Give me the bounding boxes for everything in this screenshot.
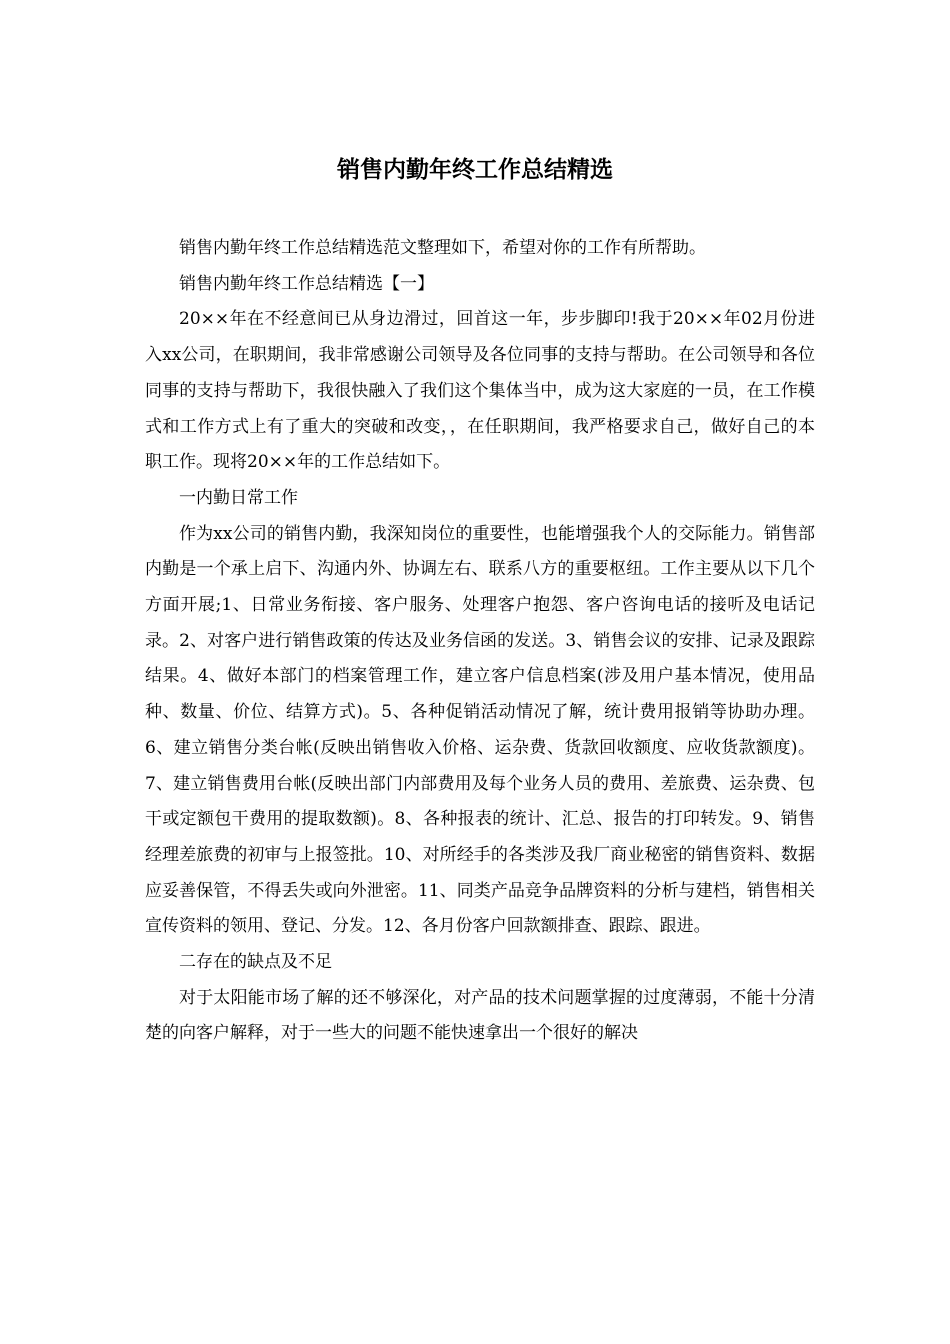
section-heading-one: 销售内勤年终工作总结精选【一】 [179,273,434,294]
subheading-shortcomings: 二存在的缺点及不足 [179,952,332,973]
body-paragraph: 作为xx公司的销售内勤，我深知岗位的重要性，也能增强我个人的交际能力。销售部内勤是一个承上启下、沟通内外、协调左右、联系八方的重要枢纽。工作主要从以下几个方面开展;1、日常业务衔接、客户服务、处理客户抱怨、客户咨询电话的接听及电话记录。2、对客户进行销售政策的传达及业务信函的发送。3、销售会议的安排、记录及跟踪结果。4、做好本部门的档案管理工作，建立客户信息档案(涉及用户基本情况，使用品种、数量、价位、结算方式)。5、各种促销活动情况了解，统计费用报销等协助办理。6、建立销售分类台帐(反映出销售收入价格、运杂费、货款回收额度、应收货款额度)。7、建立销售费用台帐(反映出部门内部费用及每个业务人员的费用、差旅费、运杂费、包干或定额包干费用的提取数额)。8、各种报表的统计、汇总、报告的打印转发。9、销售经理差旅费的初审与上报签批。10、对所经手的各类涉及我厂商业秘密的销售资料、数据应妥善保管，不得丢失或向外泄密。11、同类产品竞争品牌资料的分析与建档，销售相关宣传资料的领用、登记、分发。12、各月份客户回款额排查、跟踪、跟进。 [145,523,815,937]
subheading-daily-work: 一内勤日常工作 [179,487,298,508]
intro-paragraph: 销售内勤年终工作总结精选范文整理如下，希望对你的工作有所帮助。 [179,238,706,258]
body-paragraph: 20××年在不经意间已从身边滑过，回首这一年，步步脚印!我于20××年02月份进入xx公司，在职期间，我非常感谢公司领导及各位同事的支持与帮助。在公司领导和各位同事的支持与帮助下，我很快融入了我们这个集体当中，成为这大家庭的一员，在工作模式和工作方式上有了重大的突破和改变，，在任职期间，我严格要求自己，做好自己的本职工作。现将20××年的工作总结如下。 [145,309,815,473]
body-paragraph: 对于太阳能市场了解的还不够深化，对产品的技术问题掌握的过度薄弱，不能十分清楚的向客户解释，对于一些大的问题不能快速拿出一个很好的解决 [145,987,815,1044]
document-title: 销售内勤年终工作总结精选 [337,156,613,183]
document-body [145,231,815,1052]
